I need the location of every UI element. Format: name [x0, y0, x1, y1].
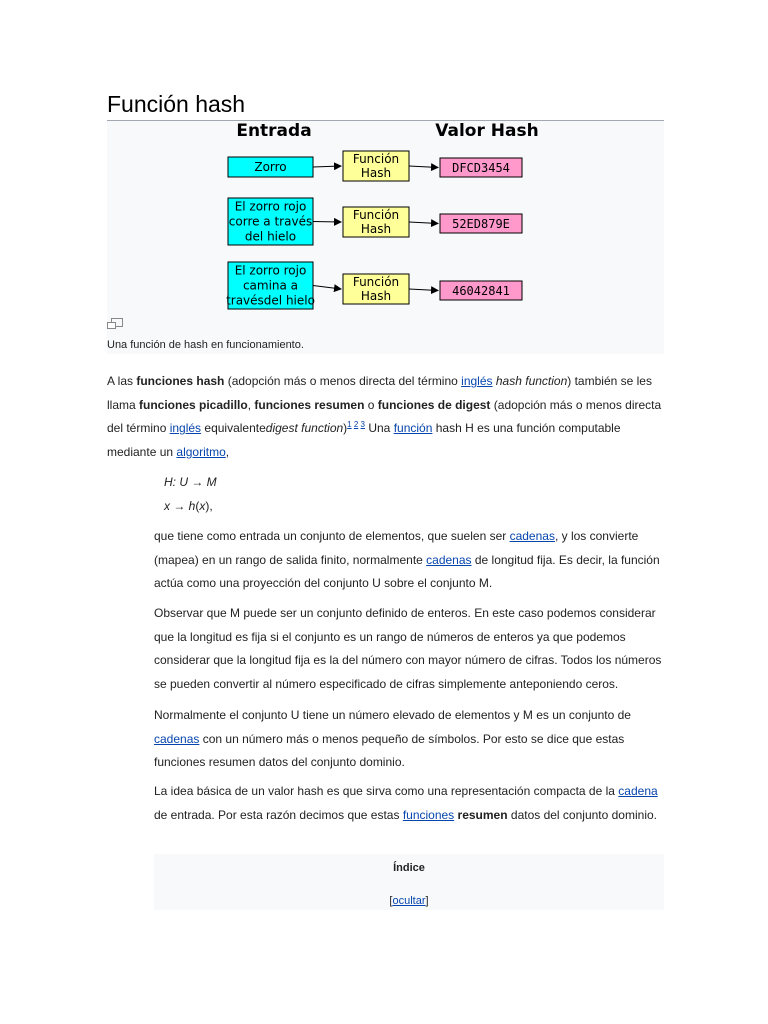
page-title: Función hash — [107, 91, 246, 117]
arrow — [313, 222, 341, 223]
ref-3[interactable]: 3 — [360, 420, 365, 429]
term-funciones-resumen: funciones resumen — [254, 397, 365, 412]
term-funciones-digest: funciones de digest — [377, 397, 491, 412]
col-output-header: Valor Hash — [435, 121, 539, 141]
link-cadenas-3[interactable]: cadenas — [154, 731, 200, 746]
arrow — [313, 286, 341, 290]
link-cadenas[interactable]: cadenas — [509, 529, 555, 543]
formula-mapping: H: U → M — [164, 475, 217, 489]
arrow — [409, 166, 438, 168]
link-funciones[interactable]: funciones — [402, 807, 455, 822]
domain-paragraph: Normalmente el conjunto U tiene un número elevado de elementos y M es un conjunto de cadenas con un número más o menos pequeño de símbolos. Por esto se dice que estas funciones resumen datos del conjunto dominio. — [154, 708, 631, 769]
idea-paragraph: La idea básica de un valor hash es que sirva como una representación compacta de la cadena de entrada. Por esta razón decimos que estas funciones resumen datos del conjunto dominio. — [154, 784, 658, 822]
link-cadena[interactable]: cadena — [618, 784, 658, 798]
input-text: del hielo — [244, 229, 297, 244]
link-funcion[interactable]: función — [393, 421, 433, 435]
arrow — [313, 166, 341, 167]
output-text: 52ED879E — [452, 217, 510, 231]
ref-1[interactable]: 1 — [347, 420, 352, 429]
output-text: 46042841 — [452, 284, 510, 298]
hash-diagram — [107, 121, 664, 321]
function-text: Hash — [360, 289, 392, 303]
input-text: El zorro rojo — [234, 199, 307, 214]
hash-figure — [107, 121, 664, 354]
table-of-contents — [154, 854, 664, 910]
diagram-row — [228, 151, 522, 181]
definition-paragraph: que tiene como entrada un conjunto de elementos, que suelen ser cadenas, y los convierte (mapea) en un rango de salida finito, normalmente cadenas de longitud fija. Es decir, la función actúa como una proyección del conjunto U sobre el conjunto M. — [154, 529, 660, 590]
input-text: travésdel hielo — [226, 293, 315, 308]
link-ingles[interactable]: inglés — [461, 374, 493, 388]
input-text: corre a través — [228, 214, 313, 229]
function-text: Función — [352, 275, 400, 289]
function-text: Función — [352, 208, 400, 222]
link-ingles-2[interactable]: inglés — [169, 421, 202, 435]
toc-hide-link[interactable]: ocultar — [392, 895, 426, 907]
input-text: Zorro — [254, 160, 287, 174]
toc-title: Índice — [393, 862, 425, 874]
input-text: El zorro rojo — [234, 263, 307, 278]
output-text: DFCD3454 — [452, 161, 510, 175]
arrow — [409, 289, 438, 291]
function-text: Hash — [360, 222, 392, 236]
ref-2[interactable]: 2 — [353, 420, 359, 429]
link-cadenas-2[interactable]: cadenas — [426, 552, 472, 567]
integers-paragraph: Observar que M puede ser un conjunto definido de enteros. En este caso podemos considerar que la longitud es fija si el conjunto es un rango de números de enteros ya que podemos considerar que la longitud fija es la del número con mayor número de cifras. Todos los números se pueden convertir al número especificado de cifras simplemente anteponiendo ceros. — [154, 606, 662, 691]
function-text: Hash — [360, 166, 392, 180]
formula-element: x → h(x), — [164, 499, 213, 513]
toc-toggle: [ocultar] — [389, 895, 429, 907]
intro-paragraph: A las funciones hash (adopción más o menos directa del término inglés hash function) también se les llama funciones picadillo, funciones resumen o funciones de digest (adopción más o menos directa del término inglés equivalentedigest function)$^{1 2 3}$ Una función hash H es una función computable mediante un algoritmo, — [107, 374, 662, 459]
term-funciones-hash: funciones hash — [136, 374, 225, 388]
term-resumen: resumen — [457, 807, 508, 822]
figure-caption: Una función de hash en funcionamiento. — [107, 339, 304, 351]
term-funciones-picadillo: funciones picadillo — [139, 397, 248, 412]
function-text: Función — [352, 152, 400, 166]
diagram-row — [228, 198, 522, 245]
input-text: camina a — [242, 278, 299, 293]
link-algoritmo[interactable]: algoritmo — [176, 444, 226, 459]
arrow — [409, 222, 438, 224]
col-input-header: Entrada — [236, 121, 312, 141]
diagram-row — [226, 262, 522, 309]
